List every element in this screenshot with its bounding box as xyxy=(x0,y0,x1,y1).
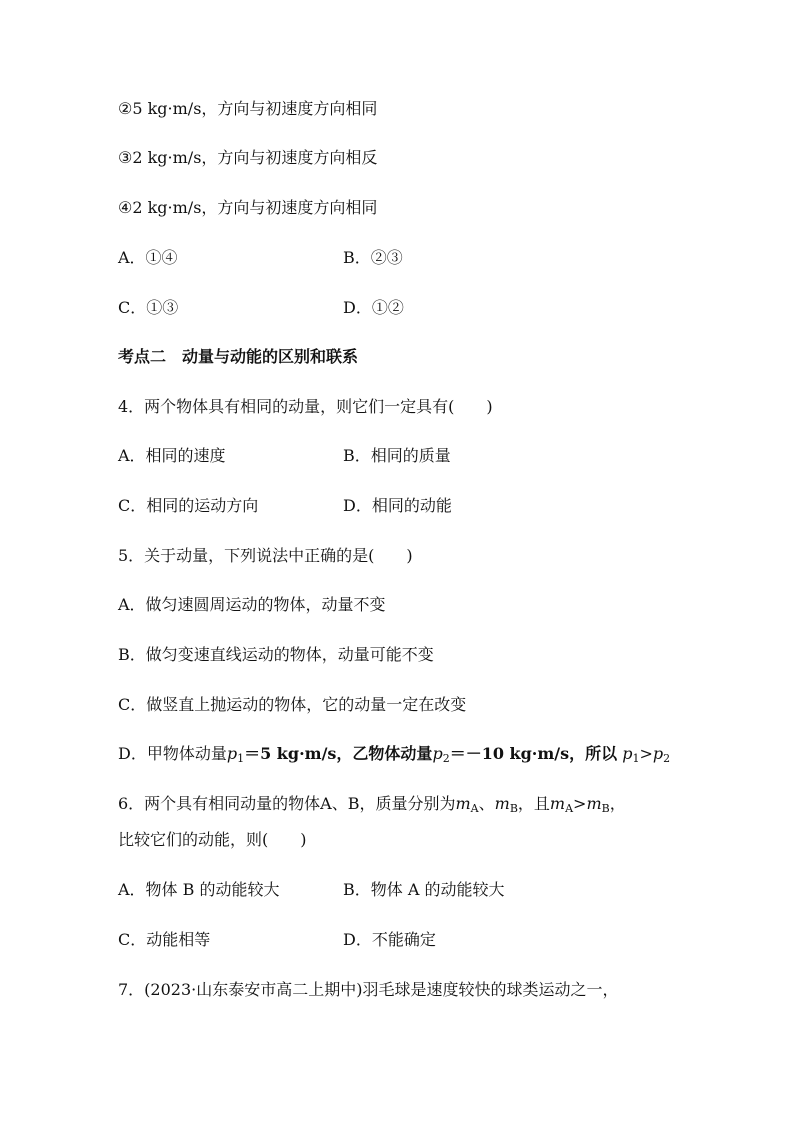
q6-stem-prefix: 6．两个具有相同动量的物体A、B，质量分别为 xyxy=(118,794,456,813)
q6-option-d: D．不能确定 xyxy=(343,930,436,949)
q6-sep: 、 xyxy=(478,794,495,813)
q5-d-sub3: 1 xyxy=(632,752,640,765)
q6-sub-b2: B xyxy=(601,802,610,815)
q6-end: ， xyxy=(609,794,626,813)
q5-option-d xyxy=(118,742,670,766)
q7-stem: 7．(2023·山东泰安市高二上期中)羽毛球是速度较快的球类运动之一， xyxy=(118,980,619,999)
q6-cond: ，且 xyxy=(517,794,550,813)
section-heading: 考点二 动量与动能的区别和联系 xyxy=(118,347,359,366)
q6-m4: m xyxy=(586,794,602,813)
q6-option-c: C．动能相等 xyxy=(118,930,211,949)
q4-option-d: D．相同的动能 xyxy=(343,496,452,515)
q4-option-a: A．相同的速度 xyxy=(118,446,226,465)
q5-d-sub2: 2 xyxy=(442,752,450,765)
q6-sub-a1: A xyxy=(470,802,479,815)
q5-stem: 5．关于动量，下列说法中正确的是( ) xyxy=(118,546,413,565)
q6-stem-line1 xyxy=(118,792,626,816)
q4-stem: 4．两个物体具有相同的动量，则它们一定具有( ) xyxy=(118,397,493,416)
q5-d-sub4: 2 xyxy=(663,752,671,765)
q5-option-c: C．做竖直上抛运动的物体，它的动量一定在改变 xyxy=(118,695,467,714)
q6-sub-a2: A xyxy=(565,802,574,815)
q6-m3: m xyxy=(549,794,566,813)
q5-option-b: B．做匀变速直线运动的物体，动量可能不变 xyxy=(118,645,434,664)
q6-m1: m xyxy=(455,794,471,813)
q3-item-4: ④2 kg·m/s，方向与初速度方向相同 xyxy=(118,198,378,217)
q5-d-sub1: 1 xyxy=(237,752,245,765)
q5-d-p3: p xyxy=(622,744,633,763)
q3-item-2: ②5 kg·m/s，方向与初速度方向相同 xyxy=(118,99,378,118)
q6-sub-b1: B xyxy=(509,802,518,815)
q5-d-gt: > xyxy=(639,744,653,763)
q5-d-p2: p xyxy=(432,744,443,763)
q5-d-p4: p xyxy=(652,744,664,763)
q4-option-c: C．相同的运动方向 xyxy=(118,496,259,515)
q3-item-3: ③2 kg·m/s，方向与初速度方向相反 xyxy=(118,148,378,167)
q5-d-prefix: D．甲物体动量 xyxy=(118,744,227,763)
q3-option-d: D．①② xyxy=(343,298,404,317)
q5-d-mid1: ＝5 kg·m/s，乙物体动量 xyxy=(244,744,433,763)
q5-option-a: A．做匀速圆周运动的物体，动量不变 xyxy=(118,595,386,614)
q6-gt: > xyxy=(573,794,587,813)
q6-option-a: A．物体 B 的动能较大 xyxy=(118,880,280,899)
q5-d-mid2: ＝－10 kg·m/s，所以 xyxy=(449,744,618,763)
q6-m2: m xyxy=(494,794,510,813)
q3-option-b: B．②③ xyxy=(343,248,403,267)
q6-stem-line2: 比较它们的动能，则( ) xyxy=(118,830,307,849)
q3-option-c: C．①③ xyxy=(118,298,179,317)
q4-option-b: B．相同的质量 xyxy=(343,446,451,465)
q6-option-b: B．物体 A 的动能较大 xyxy=(343,880,505,899)
q5-d-p1: p xyxy=(226,744,238,763)
q3-option-a: A．①④ xyxy=(118,248,178,267)
